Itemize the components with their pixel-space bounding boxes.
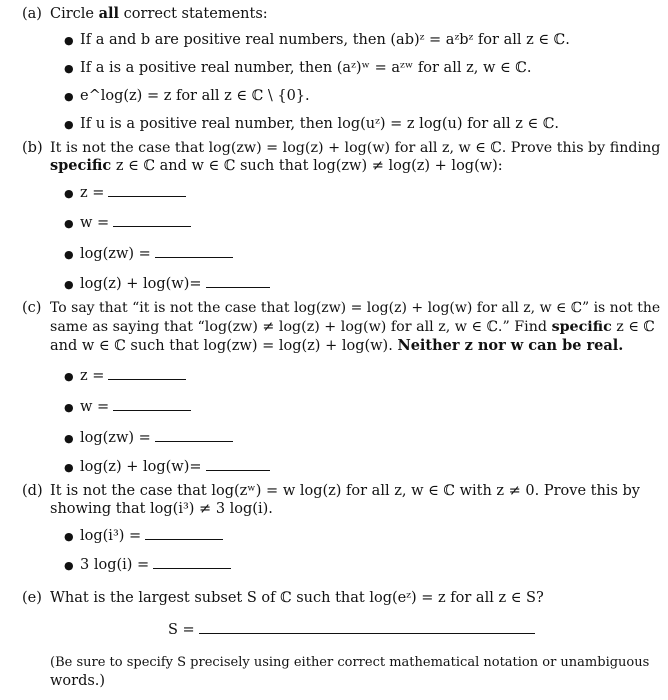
answer-blank[interactable]	[153, 556, 231, 569]
answer-blank[interactable]	[206, 458, 270, 471]
part-b-w-answer: w =	[80, 214, 191, 232]
answer-blank[interactable]	[199, 621, 535, 634]
part-a-intro: Circle all correct statements:	[50, 5, 268, 22]
part-b-line2: specific z ∈ ℂ and w ∈ ℂ such that log(zw) ≠ log(z) + log(w):	[50, 157, 503, 174]
answer-blank[interactable]	[108, 184, 186, 197]
part-b-z-answer: z =	[80, 184, 186, 202]
bullet-icon: ●	[64, 217, 74, 230]
part-d-line2: showing that log(i³) ≠ 3 log(i).	[50, 501, 273, 517]
part-c-sum-answer: log(z) + log(w)=	[80, 458, 270, 476]
part-b-line1: It is not the case that log(zw) = log(z) + log(w) for all z, w ∈ ℂ. Prove this by finding	[50, 140, 661, 156]
bullet-icon: ●	[64, 62, 74, 75]
part-d-log-i-cubed-answer: log(i³) =	[80, 527, 223, 545]
bullet-icon: ●	[64, 461, 74, 474]
answer-blank[interactable]	[155, 429, 233, 442]
part-d-line1: It is not the case that log(zʷ) = w log(z) for all z, w ∈ ℂ with z ≠ 0. Prove this by	[50, 483, 640, 499]
part-e-question: What is the largest subset S of ℂ such that log(eᶻ) = z for all z ∈ S?	[50, 590, 544, 606]
part-a-statement-3[interactable]: e^log(z) = z for all z ∈ ℂ \ {0}.	[80, 88, 310, 104]
answer-blank[interactable]	[113, 214, 191, 227]
part-c-w-answer: w =	[80, 398, 191, 416]
part-c-label: (c)	[22, 300, 42, 316]
bullet-icon: ●	[64, 530, 74, 543]
answer-blank[interactable]	[145, 527, 223, 540]
part-c-line1: To say that “it is not the case that log(zw) = log(z) + log(w) for all z, w ∈ ℂ” is not the	[50, 300, 661, 316]
part-a-statement-1[interactable]: If a and b are positive real numbers, then (ab)ᶻ = aᶻbᶻ for all z ∈ ℂ.	[80, 32, 570, 48]
part-d-label: (d)	[22, 483, 43, 499]
answer-blank[interactable]	[155, 245, 233, 258]
bullet-icon: ●	[64, 559, 74, 572]
bullet-icon: ●	[64, 90, 74, 103]
bullet-icon: ●	[64, 278, 74, 291]
part-b-logzw-answer: log(zw) =	[80, 245, 233, 263]
part-a-label: (a)	[22, 6, 42, 22]
answer-blank[interactable]	[206, 275, 270, 288]
bullet-icon: ●	[64, 370, 74, 383]
answer-blank[interactable]	[108, 367, 186, 380]
answer-blank[interactable]	[113, 398, 191, 411]
part-e-note-line1: (Be sure to specify S precisely using either correct mathematical notation or unambiguous	[50, 655, 650, 670]
part-c-logzw-answer: log(zw) =	[80, 429, 233, 447]
bullet-icon: ●	[64, 34, 74, 47]
bullet-icon: ●	[64, 187, 74, 200]
part-e-answer: S =	[168, 621, 535, 639]
part-d-3logi-answer: 3 log(i) =	[80, 556, 231, 574]
part-b-sum-answer: log(z) + log(w)=	[80, 275, 270, 293]
bullet-icon: ●	[64, 248, 74, 261]
part-e-label: (e)	[22, 590, 42, 606]
part-c-line3: and w ∈ ℂ such that log(zw) = log(z) + log(w). Neither z nor w can be real.	[50, 337, 624, 354]
bullet-icon: ●	[64, 118, 74, 131]
bullet-icon: ●	[64, 432, 74, 445]
bullet-icon: ●	[64, 401, 74, 414]
part-e-note-line2: words.)	[50, 673, 106, 689]
part-c-line2: same as saying that “log(zw) ≠ log(z) + log(w) for all z, w ∈ ℂ.” Find specific z ∈ ℂ	[50, 319, 655, 335]
part-a-statement-4[interactable]: If u is a positive real number, then log(uᶻ) = z log(u) for all z ∈ ℂ.	[80, 116, 560, 132]
part-a-statement-2[interactable]: If a is a positive real number, then (aᶻ)ʷ = aᶻʷ for all z, w ∈ ℂ.	[80, 60, 532, 76]
part-c-z-answer: z =	[80, 367, 186, 385]
part-b-label: (b)	[22, 140, 43, 156]
